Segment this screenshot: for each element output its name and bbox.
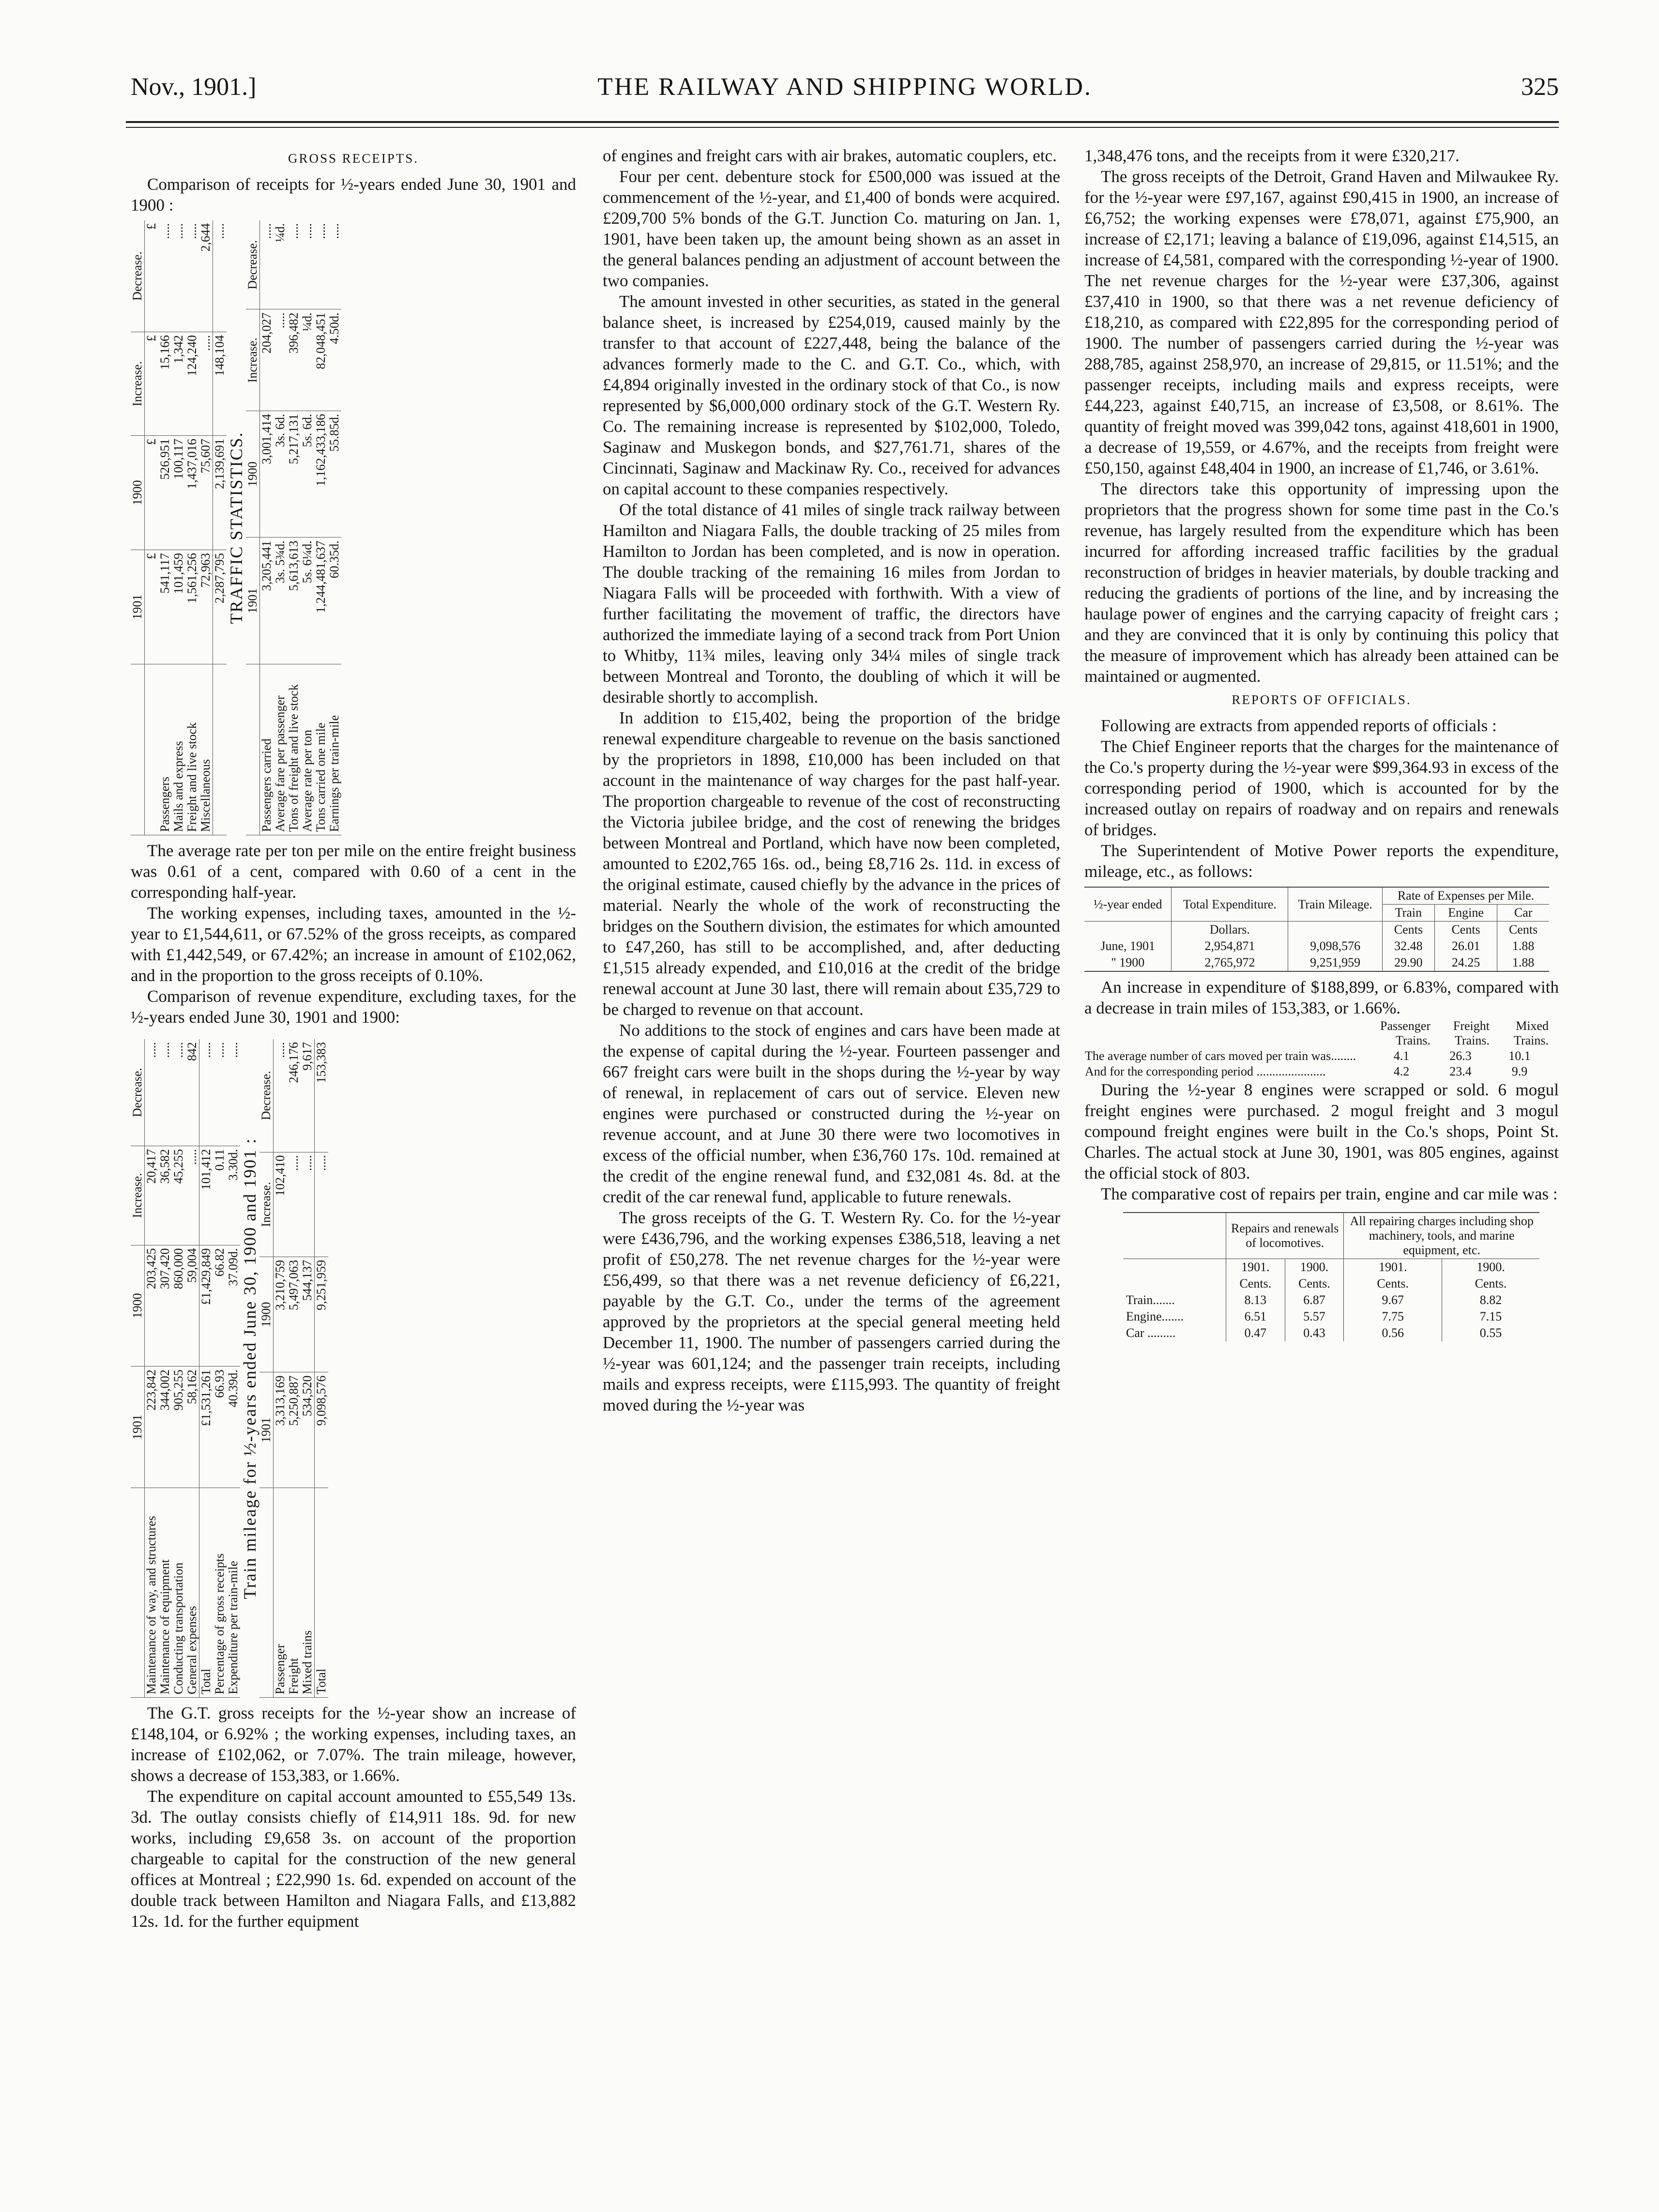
stock-paragraph: No additions to the stock of engines and cars have been made at the expense of capital during the ½-year. Fourteen passenger and 667 freight cars were built in the shops during the ½-year by way of renewal, in replacement of cars out of service. Eleven new engines were purchased or constructed during the ½-year on revenue account, and at June 30 there were two locomotives in excess of the official number, when £36,760 17s. 10d. remained at the credit of the engine renewal fund, and £32,081 4s. 8d. at the credit of the car renewal fund, applicable to future renewals. — [603, 1021, 1060, 1206]
table-row: June, 1901 2,954,871 9,098,576 32.48 26.01 1.88 — [1084, 938, 1549, 954]
column-3 — [1084, 145, 1559, 1341]
table-row: Miscellaneous 72,963 75,607 ..... 2,644 — [199, 220, 213, 835]
motive-power-table: ½-year ended Total Expenditure. Train Mileage. Rate of Expenses per Mile. Train Engine Car Dollars. Cents Cents Cents June, 1901 2,954,871 9,098,576 32.48 26.01 1.88 " 1900 2,765,972 9,251,959 29.90 24.25 1.88 — [1084, 887, 1549, 972]
avg-rate-paragraph: The average rate per ton per mile on the entire freight business was 0.61 of a cent, compared with 0.60 of a cent in the corresponding half-year. — [131, 841, 576, 902]
running-header — [131, 73, 1559, 107]
increase-paragraph: An increase in expenditure of $188,899, or 6.83%, compared with a decrease in train miles of 153,383, or 1.66%. — [1084, 978, 1559, 1017]
table-row: Maintenance of way, and structures 223,842 203,425 20,417 ..... — [145, 1039, 159, 1698]
gross-intro: Comparison of receipts for ½-years ended June 30, 1901 and 1900 : — [131, 175, 576, 215]
following-paragraph: Following are extracts from appended reports of officials : — [1101, 716, 1497, 735]
receipts-traffic-tables — [131, 215, 576, 840]
motive-power-paragraph: The Superintendent of Motive Power reports the expenditure, mileage, etc., as follows: — [1084, 841, 1559, 881]
gross-receipts-heading: GROSS RECEIPTS. — [288, 151, 419, 166]
working-expenses-paragraph: The working expenses, including taxes, amounted in the ½-year to £1,544,611, or 67.52% of the gross receipts, as compared with £1,442,549, or 67.42%; an increase in amount of £102,062, and in the proportion to the gross receipts of 0.10%. — [131, 904, 576, 985]
table-row: Engine....... 6.51 5.57 7.75 7.15 — [1123, 1308, 1539, 1325]
table-row: Mixed trains 534,520 544,137 ..... 9,617 — [301, 1039, 315, 1698]
train-mileage-heading: Train mileage for ½-years ended June 30, 1900 and 1901 : — [240, 1137, 259, 1599]
table-row: Conducting transportation 905,255 860,000 45,255 ..... — [172, 1039, 185, 1698]
table-row: Passengers 541,117 526,951 15,166 ..... — [158, 220, 172, 835]
traffic-statistics-heading: TRAFFIC STATISTICS. — [227, 431, 246, 624]
table-row: Freight 5,250,887 5,497,063 ..... 246,176 — [287, 1039, 301, 1698]
capital-paragraph: The expenditure on capital account amounted to £55,549 13s. 3d. The outlay consists chiefly of £14,911 18s. 9d. for new works, including £9,658 3s. on account of the proportion chargeable to capital for the construction of the new general offices at Montreal ; £22,990 1s. 6d. expended on account of the double track between Hamilton and Niagara Falls, and £13,882 12s. 1d. for the further equipment — [131, 1787, 576, 1931]
journal-title: THE RAILWAY AND SHIPPING WORLD. — [597, 73, 1092, 101]
bridge-paragraph: In addition to £15,402, being the proportion of the bridge renewal expenditure chargeable to revenue on the basis sanctioned by the proprietors in 1898, £10,000 has been included on that account in the maintenance of way charges for the past half-year. The proportion chargeable to revenue of the cost of reconstructing the Victoria jubilee bridge, and the cost of renewing the bridges between Montreal and Portland, which have now been completed, amounted to £202,765 16s. od., being £8,716 2s. 11d. in excess of the original estimate, caused chiefly by the advance in the prices of material. Nearly the whole of the work of reconstructing the bridges on the Southern division, the estimates for which amounted to £47,260, has still to be accomplished, and, after deducting £1,515 already expended, and £10,016 at the credit of the bridge renewal account at June 30 last, there will remain about £35,729 to be charged to revenue on that account. — [603, 708, 1060, 1019]
invested-paragraph: The amount invested in other securities, as stated in the general balance sheet, is increased by £254,019, caused mainly by the transfer to that account of £227,448, being the balance of the advances formerly made to the C. and G.T. Co., which, with £4,894 originally invested in the ordinary stock of that Co., is now represented by $6,000,000 ordinary stock of the G.T. Western Ry. Co. The remaining increase is represented by $102,000, Toledo, Saginaw and Muskegon bonds, and $27,761.71, shares of the Cincinnati, Saginaw and Mackinaw Ry. Co., received for advances on capital account to these companies respectively. — [603, 292, 1060, 498]
cars-per-train-table: Passenger Trains. Freight Trains. Mixed Trains. The average number of cars moved per train was........ 4.1 26.3 10.1 And for the corresponding period ...................... 4.2 23.4 9.9 — [1085, 1019, 1549, 1078]
directors-paragraph: The directors take this opportunity of impressing upon the proprietors that the progress shown for some time past in the Co.'s revenue, has largely resulted from the expenditure which has been incurred for affording increased traffic facilities by the gradual reconstruction of bridges in heavier materials, by double tracking and reducing the gradients of portions of the line, and by increasing the haulage power of engines and the carrying capacity of freight cars ; and they are convinced that it is only by continuing this policy that the measure of improvement which has already been attained can be maintained or augmented. — [1084, 479, 1559, 686]
rotated-block-1 — [131, 220, 341, 835]
expenditure-mileage-tables — [131, 1034, 576, 1703]
table-row: General expenses 58,162 59,004 ..... 842 — [185, 1039, 199, 1698]
column-2 — [603, 145, 1060, 1415]
table-row: Average fare per passenger 3s. 5¾d. 3s. 6d. ..... ¼d. — [274, 220, 287, 835]
continued-paragraph: 1,348,476 tons, and the receipts from it were £320,217. — [1084, 146, 1460, 165]
traffic-statistics-table: 1901 1900 Increase. Decrease. Passengers carried 3,205,441 3,001,414 204,027 ..... Average fare per passenger 3s. 5¾d. 3s. 6d. ..... ¼d. Tons of freight and live stock 5,613,613 5,217,131 396,482 ..... Average rate per ton 5s. 6¼d. 5s. 6d. ¼d. ..... Tons carried one mile 1,244,481,637 1,162,433,186 82,048,451 ..... Earnings per train-mile 60.35d. 55.85d. 4.50d. ..... — [246, 220, 341, 835]
table-row: Maintenance of equipment 344,002 307,420 36,582 ..... — [158, 1039, 172, 1698]
table-row: Average rate per ton 5s. 6¼d. 5s. 6d. ¼d. ..... — [301, 220, 314, 835]
table-row: Freight and live stock 1,561,256 1,437,016 124,240 ..... — [185, 220, 199, 835]
gross-receipts-table: 1901 1900 Increase. Decrease. £ £ £ £ Passengers 541,117 526,951 15,166 ..... Mails and express 101,459 100,117 1,342 ..... Freight and live stock 1,561,256 1,437,016 124,240 ..... Miscellaneous 72,963 75,607 ..... 2,644 2,287,795 2,139,691 148,104 ..... — [131, 220, 227, 835]
table-row: Tons of freight and live stock 5,613,613 5,217,131 396,482 ..... — [287, 220, 301, 835]
detroit-paragraph: The gross receipts of the Detroit, Grand Haven and Milwaukee Ry. for the ½-year were £97,167, against £90,415 in 1900, an increase of £6,752; the working expenses were £78,071, against £75,900, an increase of £2,171; leaving a balance of £19,096, against £14,515, an increase of £4,581, compared with the corresponding ½-year of 1900. The net revenue charges for the ½-year were £37,306, against £37,410 in 1900, so that there was a net revenue deficiency of £18,210, as compared with £22,895 for the corresponding period of 1900. The number of passengers carried during the ½-year was 288,785, against 258,970, an increase of 29,815, or 11.51%; and the passenger receipts, including mails and express receipts, were £44,223, against £40,715, an increase of £3,508, or 8.61%. The quantity of freight moved was 399,042 tons, against 418,601 in 1900, a decrease of 19,559, or 4.67%, and the receipts from freight were £50,150, against £48,404 in 1900, an increase of £1,746, or 3.61%. — [1084, 167, 1559, 477]
table-row: Tons carried one mile 1,244,481,637 1,162,433,186 82,048,451 ..... — [314, 220, 328, 835]
western-paragraph: The gross receipts of the G. T. Western Ry. Co. for the ½-year were £436,796, and the working expenses £386,518, leaving a net profit of £50,278. The net revenue charges for the ½-year were £56,499, so that there was a net revenue deficiency of £6,221, payable by the G.T. Co., under the terms of the agreement approved by the proprietors at the special general meeting held December 11, 1900. The number of passengers carried during the ½-year was 601,124; and the passenger train receipts, including mails and express receipts, were £115,993. The quantity of freight moved during the ½-year was — [603, 1208, 1060, 1414]
table-row: Train....... 8.13 6.87 9.67 8.82 — [1123, 1292, 1539, 1308]
debenture-paragraph: Four per cent. debenture stock for £500,000 was issued at the commencement of the ½-year, and £1,400 of bonds were acquired. £209,700 5% bonds of the G.T. Junction Co. maturing on Jan. 1, 1901, have been taken up, the amount being shown as an asset in the general balances pending an adjustment of account between the two companies. — [603, 167, 1060, 290]
gt-gross-paragraph: The G.T. gross receipts for the ½-year show an increase of £148,104, or 6.92% ; the working expenses, including taxes, an increase of £102,062, or 7.07%. The train mileage, however, shows a decrease of 153,383, or 1.66%. — [131, 1704, 576, 1785]
comparative-paragraph: The comparative cost of repairs per train, engine and car mile was : — [1101, 1184, 1558, 1203]
engines-paragraph: During the ½-year 8 engines were scrapped or sold. 6 mogul freight engines were purchased. 2 mogul freight and 3 mogul compound freight engines were built in the Co.'s shops, Point St. Charles. The actual stock at June 30, 1901, was 805 engines, against the official stock of 803. — [1084, 1080, 1559, 1183]
table-total-row: 2,287,795 2,139,691 148,104 ..... — [213, 220, 227, 835]
revenue-expenditure-table: 1901 1900 Increase. Decrease. Maintenance of way, and structures 223,842 203,425 20,417 ..... Maintenance of equipment 344,002 307,420 36,582 ..... Conducting transportation 905,255 860,000 45,255 ..... General expenses 58,162 59,004 ..... 842 Total £1,531,261 £1,429,849 101,412 ..... Percentage of gross receipts 66.93 66.82 0.11 ..... Expenditure per train-mile 40.39d. 37.09d. 3.30d. ..... — [131, 1039, 240, 1698]
distance-paragraph: Of the total distance of 41 miles of single track railway between Hamilton and Niagara Falls, the double tracking of 25 miles from Hamilton to Jordan has been completed, and is now in operation. The double tracking of the remaining 16 miles from Jordan to Niagara Falls will be proceeded with forthwith. With a view of further facilitating the movement of traffic, the directors have authorized the immediate laying of a second track from Port Union to Whitby, 11¾ miles, leaving only 34¼ miles of single track between Montreal and Toronto, the doubling of which it will be desirable shortly to accomplish. — [603, 500, 1060, 707]
table-row: Expenditure per train-mile 40.39d. 37.09d. 3.30d. ..... — [227, 1039, 240, 1698]
header-rule — [126, 121, 1559, 123]
repairs-table: Repairs and renewals of locomotives. All repairing charges including shop machinery, tools, and marine equipment, etc. 1901. 1900. 1901. 1900. Cents. Cents. Cents. Cents. Train....... 8.13 6.87 9.67 8.82 Engine....... 6.51 5.57 7.75 7.15 Car ......... 0.47 0.43 0.56 0.55 — [1123, 1212, 1539, 1341]
table-row: Car ......... 0.47 0.43 0.56 0.55 — [1123, 1325, 1539, 1341]
rotated-block-2 — [131, 1039, 328, 1698]
table-row: Mails and express 101,459 100,117 1,342 ..... — [172, 220, 185, 835]
table-total-row: Total 9,098,576 9,251,959 ..... 153,383 — [315, 1039, 329, 1698]
table-row: And for the corresponding period ...................... 4.2 23.4 9.9 — [1085, 1064, 1528, 1078]
engineer-paragraph: The Chief Engineer reports that the charges for the maintenance of the Co.'s property during the ½-year were $99,364.93 in excess of the corresponding period of 1900, which is accounted for by the increased outlay on repairs of roadway and on repairs and renewals of bridges. — [1084, 737, 1559, 839]
revenue-intro: Comparison of revenue expenditure, excluding taxes, for the ½-years ended June 30, 1901 and 1900: — [131, 987, 576, 1027]
header-rule-thin — [126, 127, 1559, 128]
page-number: 325 — [1521, 73, 1559, 101]
table-row: Earnings per train-mile 60.35d. 55.85d. 4.50d. ..... — [328, 220, 341, 835]
column-1 — [131, 145, 576, 1932]
table-row: Passenger 3,313,169 3,210,759 102,410 ..... — [274, 1039, 288, 1698]
issue-date: Nov., 1901.] — [131, 73, 257, 101]
table-row: Percentage of gross receipts 66.93 66.82 0.11 ..... — [213, 1039, 227, 1698]
table-row: Passengers carried 3,205,441 3,001,414 204,027 ..... — [260, 220, 274, 835]
reports-heading: REPORTS OF OFFICIALS. — [1232, 692, 1412, 707]
table-row: " 1900 2,765,972 9,251,959 29.90 24.25 1.88 — [1084, 954, 1549, 971]
table-total-row: Total £1,531,261 £1,429,849 101,412 ..... — [199, 1039, 213, 1698]
continued-paragraph: of engines and freight cars with air brakes, automatic couplers, etc. — [603, 146, 1057, 165]
train-mileage-table: 1901 1900 Increase. Decrease. Passenger 3,313,169 3,210,759 102,410 ..... Freight 5,250,887 5,497,063 ..... 246,176 Mixed trains 534,520 544,137 ..... 9,617 Total 9,098,576 9,251,959 ..... 153,383 — [259, 1039, 328, 1698]
table-row: The average number of cars moved per train was........ 4.1 26.3 10.1 — [1085, 1049, 1531, 1063]
